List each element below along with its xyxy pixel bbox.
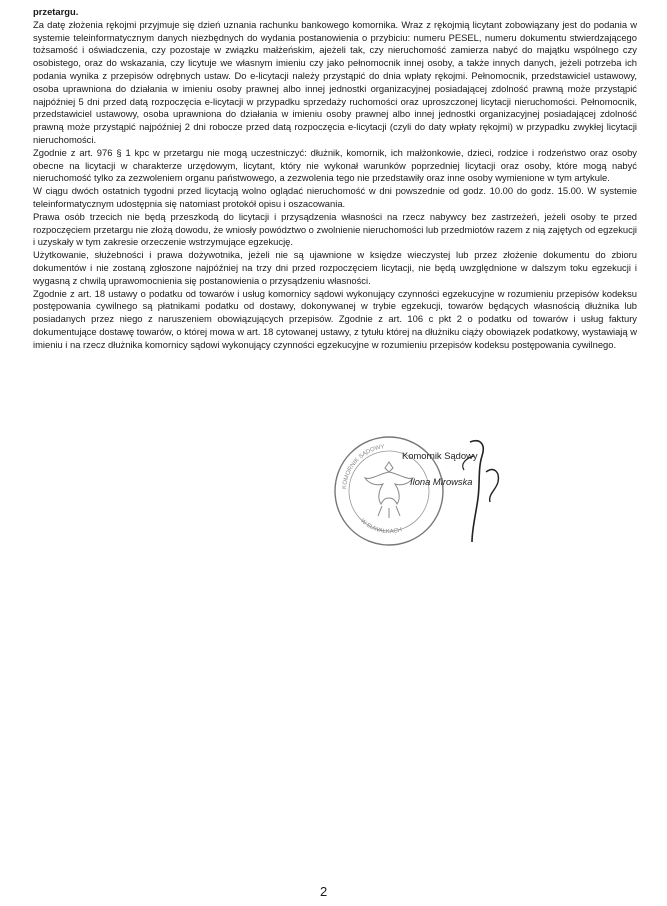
paragraph-ogledziny: W ciągu dwóch ostatnich tygodni przed licytacją wolno oglądać nieruchomość w dni powszednie od godz. 10.00 do godz. 15.00. W systemie teleinformatycznym udostępnia się natomiast protokół opisu i oszacowania. <box>33 185 637 209</box>
signature-block <box>330 432 500 542</box>
handwritten-signature <box>430 432 540 542</box>
heading: przetargu. <box>33 6 79 17</box>
paragraph-art-976: Zgodnie z art. 976 § 1 kpc w przetargu nie mogą uczestniczyć: dłużnik, komornik, ich małżonkowie, dzieci, rodzice i rodzeństwo oraz osoby obecne na licytacji w charakterze urzędowym, licytant, który nie wykonał warunków poprzedniej licytacji oraz osoby, które mogą nabyć nieruchomość tylko za zezwoleniem organu państwowego, a zezwolenia tego nie przedstawiły oraz inne osoby wymienione w tym artykule. <box>33 146 637 184</box>
svg-text:W SUWAŁKACH: W SUWAŁKACH <box>359 518 403 536</box>
page-number: 2 <box>320 884 328 899</box>
svg-text:KOMORNIK SĄDOWY: KOMORNIK SĄDOWY <box>342 444 386 490</box>
signature-name: Ilona Mirowska <box>410 476 473 487</box>
paragraph-prawa-osob-trzecich: Prawa osób trzecich nie będą przeszkodą do licytacji i przysądzenia własności na rzecz nabywcy bez zastrzeżeń, jeżeli osoby te przed rozpoczęciem przetargu nie złożą dowodu, że wniosły powództwo o zwolnienie nieruchomości lub przedmiotów razem z nią zajętych od egzekucji i uzyskały w tym zakresie orzeczenie wstrzymujące egzekucję. <box>33 210 637 248</box>
paragraph-podatek-vat: Zgodnie z art. 18 ustawy o podatku od towarów i usług komornicy sądowi wykonujący czynności egzekucyjne w rozumieniu przepisów kodeksu postępowania cywilnego są płatnikami podatku od dostawy, dokonywanej w trybie egzekucji, towarów będących własnością dłużnika lub posiadanych przez niego z naruszeniem obowiązujących przepisów. Zgodnie z art. 106 c pkt 2 o podatku od towarów i usług faktury dokumentujące dostawę towarów, o której mowa w art. 18 cytowanej ustawy, z tytułu której na dłużniku ciąży obowiązek podatkowy, wystawiają w imieniu i na rzecz dłużnika komornicy sądowi wykonujący czynności egzekucyjne w rozumieniu przepisów kodeksu postępowania cywilnego. <box>33 287 637 350</box>
signature-role: Komornik Sądowy <box>402 450 478 461</box>
paragraph-rekojmia: Za datę złożenia rękojmi przyjmuje się dzień uznania rachunku bankowego komornika. Wraz z rękojmią licytant zobowiązany jest do podania w systemie teleinformatycznym danych niezbędnych do wydania postanowienia o przybiciu: numeru PESEL, numeru dokumentu stwierdzającego tożsamość i oświadczenia, czy pozostaje w związku małżeńskim, ajeżeli tak, czy nieruchomość zamierza nabyć do majątku wspólnego czy osobistego, oraz do wskazania, czy licytuje we własnym imieniu czy jako pełnomocnik innej osoby, a także innych danych, jeżeli potrzeba ich podania wynika z przepisów odrębnych ustaw. Do e-licytacji należy przystąpić do dnia wpłaty rękojmi. Pełnomocnik, przedstawiciel ustawowy, osoba uprawniona do działania w imieniu osoby prawnej albo innej jednostki organizacyjnej posiadającej zdolność prawną może przystąpić najpóźniej 5 dni przed datą rozpoczęcia e-licytacji w przypadku sprzedaży ruchomości oraz uproszczonej licytacji nieruchomości. Pełnomocnik, przedstawiciel ustawowy, osoba uprawniona do działania w imieniu osoby prawnej albo innej jednostki organizacyjnej posiadającej zdolność prawną może przystąpić najpóźniej 2 dni robocze przed datą rozpoczęcia e-licytacji (czyli do daty wpłaty rękojmi) w przypadku zwykłej licytacji nieruchomości. <box>33 18 637 145</box>
paragraph-uzytkowanie: Użytkowanie, służebności i prawa dożywotnika, jeżeli nie są ujawnione w księdze wieczystej lub przez złożenie dokumentu do zbioru dokumentów i nie zostaną zgłoszone najpóźniej na trzy dni przed rozpoczęciem licytacji, nie będą uwzględnione w dalszym toku egzekucji i wygasną z chwilą uprawomocnienia się postanowienia o przysądzeniu własności. <box>33 249 637 286</box>
document-body <box>33 6 637 352</box>
